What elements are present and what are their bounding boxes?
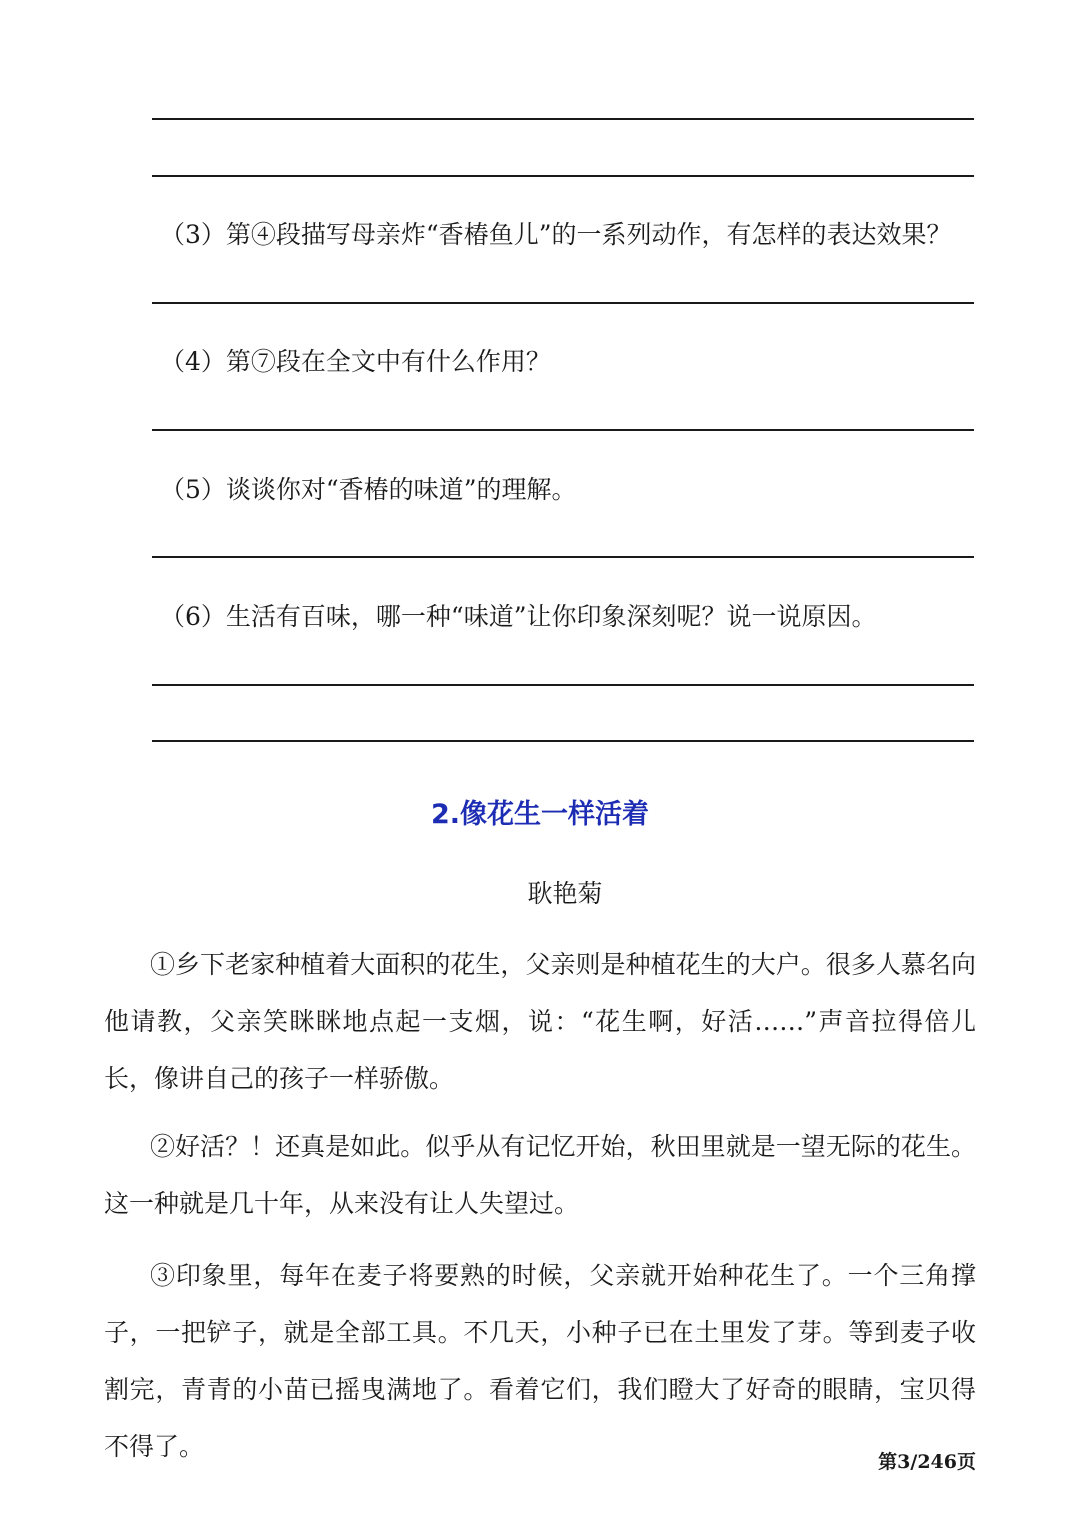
page-number: 第3/246页 <box>878 1451 976 1473</box>
paragraph-1: ①乡下老家种植着大面积的花生，父亲则是种植花生的大户。很多人慕名向他请教，父亲笑眯眯地点起一支烟，说：“花生啊，好活……”声音拉得倍儿长，像讲自己的孩子一样骄傲。 <box>104 950 976 1093</box>
question-6: （6）生活有百味，哪一种“味道”让你印象深刻呢？说一说原因。 <box>160 602 877 631</box>
answer-line <box>152 118 974 120</box>
answer-line <box>152 684 974 686</box>
answer-line <box>152 175 974 177</box>
answer-line <box>152 302 974 304</box>
paragraph-2: ②好活？！还真是如此。似乎从有记忆开始，秋田里就是一望无际的花生。这一种就是几十年，从来没有让人失望过。 <box>104 1132 976 1218</box>
article-title: 2.像花生一样活着 <box>430 799 650 830</box>
answer-line <box>152 556 974 558</box>
paragraph-3: ③印象里，每年在麦子将要熟的时候，父亲就开始种花生了。一个三角撑子，一把铲子，就是全部工具。不几天，小种子已在土里发了芽。等到麦子收割完，青青的小苗已摇曳满地了。看着它们，我们瞪大了好奇的眼睛，宝贝得不得了。 <box>104 1261 976 1461</box>
question-4: （4）第⑦段在全文中有什么作用？ <box>160 347 551 376</box>
answer-line <box>152 740 974 742</box>
question-3: （3）第④段描写母亲炸“香椿鱼儿”的一系列动作，有怎样的表达效果？ <box>160 220 952 249</box>
question-5: （5）谈谈你对“香椿的味道”的理解。 <box>160 475 577 504</box>
answer-line <box>152 429 974 431</box>
article-author: 耿艳菊 <box>527 879 603 908</box>
